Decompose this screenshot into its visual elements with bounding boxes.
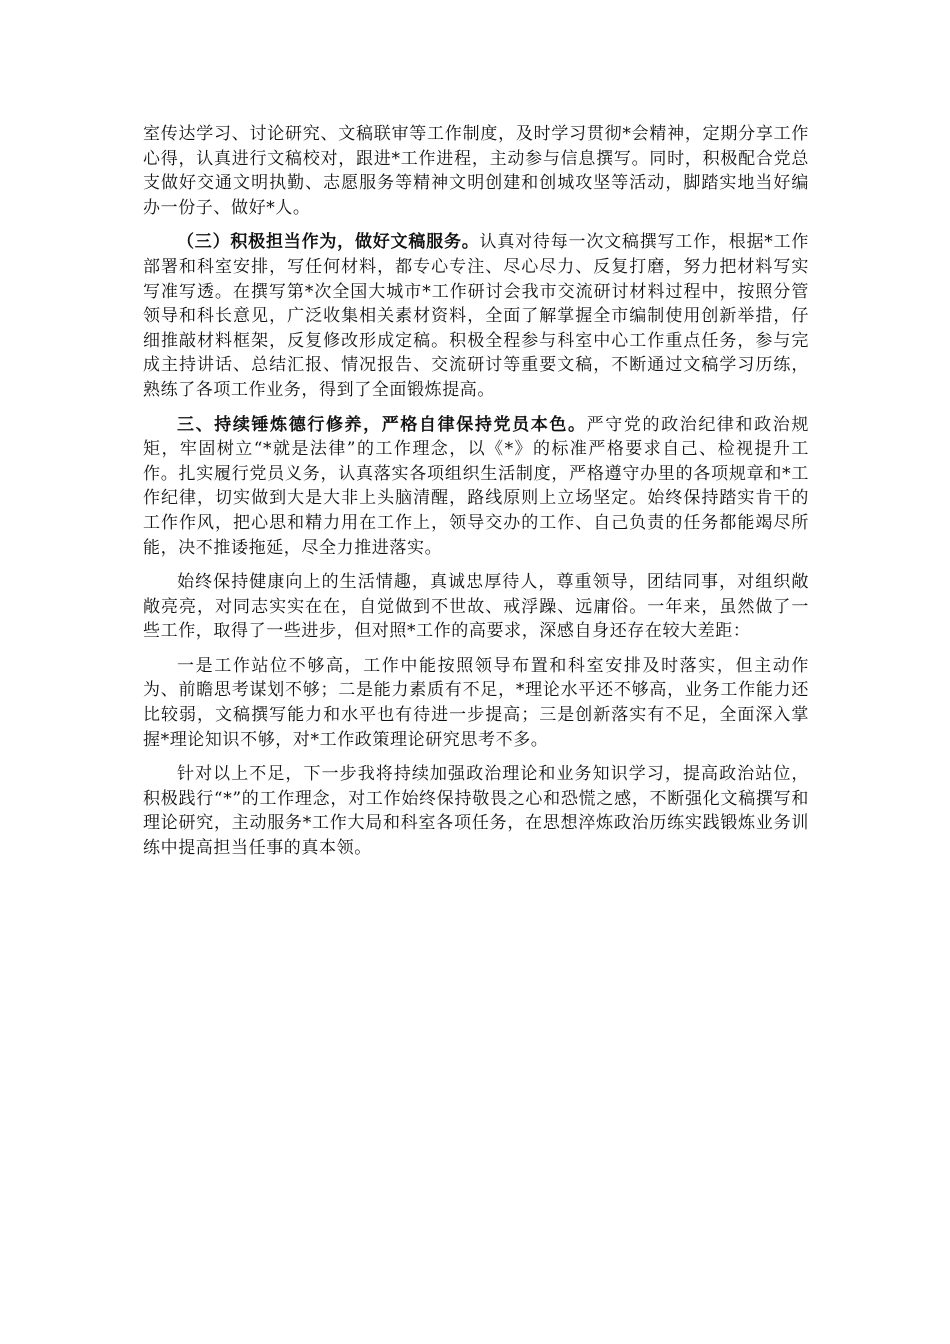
paragraph-text: 严守党的政治纪律和政治规矩，牢固树立“*就是法律”的工作理念，以《*》的标准严格要求自己、检视提升工作。扎实履行党员义务，认真落实各项组织生活制度，严格遵守办里的各项规章和*工作纪律，切实做到大是大非上头脑清醒，路线原则上立场坚定。始终保持踏实肯干的工作作风，把心思和精力用在工作上，领导交办的工作、自己负责的任务都能竭尽所能，决不推诿拖延，尽全力推进落实。 — [143, 414, 810, 558]
paragraph-section-three — [143, 413, 809, 561]
paragraph-heading: 三、持续锤炼德行修养，严格自律保持党员本色。 — [177, 414, 587, 435]
document-page — [143, 122, 809, 871]
paragraph-lifestyle — [143, 570, 809, 644]
paragraph-continuation — [143, 122, 809, 220]
paragraph-next-steps — [143, 762, 809, 860]
paragraph-text: 针对以上不足，下一步我将持续加强政治理论和业务知识学习，提高政治站位，积极践行“*”的工作理念，对工作始终保持敬畏之心和恐慌之感，不断强化文稿撰写和理论研究，主动服务*工作大局和科室各项任务，在思想淬炼政治历练实践锻炼业务训练中提高担当任事的真本领。 — [143, 764, 809, 859]
paragraph-shortcomings — [143, 654, 809, 752]
paragraph-text: 始终保持健康向上的生活情趣，真诚忠厚待人，尊重领导，团结同事，对组织敞敞亮亮，对同志实实在在，自觉做到不世故、戒浮躁、远庸俗。一年来，虽然做了一些工作，取得了一些进步，但对照*工作的高要求，深感自身还存在较大差距： — [143, 572, 809, 642]
paragraph-section-3-3 — [143, 230, 809, 402]
paragraph-text: 一是工作站位不够高，工作中能按照领导布置和科室安排及时落实，但主动作为、前瞻思考谋划不够；二是能力素质有不足，*理论水平还不够高，业务工作能力还比较弱，文稿撰写能力和水平也有待进一步提高；三是创新落实有不足，全面深入掌握*理论知识不够，对*工作政策理论研究思考不多。 — [143, 655, 809, 750]
paragraph-text: 认真对待每一次文稿撰写工作，根据*工作部署和科室安排，写任何材料，都专心专注、尽心尽力、反复打磨，努力把材料写实写准写透。在撰写第*次全国大城市*工作研讨会我市交流研讨材料过程中，按照分管领导和科长意见，广泛收集相关素材资料，全面了解掌握全市编制使用创新举措，仔细推敲材料框架，反复修改形成定稿。积极全程参与科室中心工作重点任务，参与完成主持讲话、总结汇报、情况报告、交流研讨等重要文稿，不断通过文稿学习历练，熟练了各项工作业务，得到了全面锻炼提高。 — [143, 232, 809, 400]
paragraph-heading: （三）积极担当作为，做好文稿服务。 — [177, 232, 480, 253]
paragraph-text: 室传达学习、讨论研究、文稿联审等工作制度，及时学习贯彻*会精神，定期分享工作心得，认真进行文稿校对，跟进*工作进程，主动参与信息撰写。同时，积极配合党总支做好交通文明执勤、志愿服务等精神文明创建和创城攻坚等活动，脚踏实地当好编办一份子、做好*人。 — [143, 124, 809, 218]
